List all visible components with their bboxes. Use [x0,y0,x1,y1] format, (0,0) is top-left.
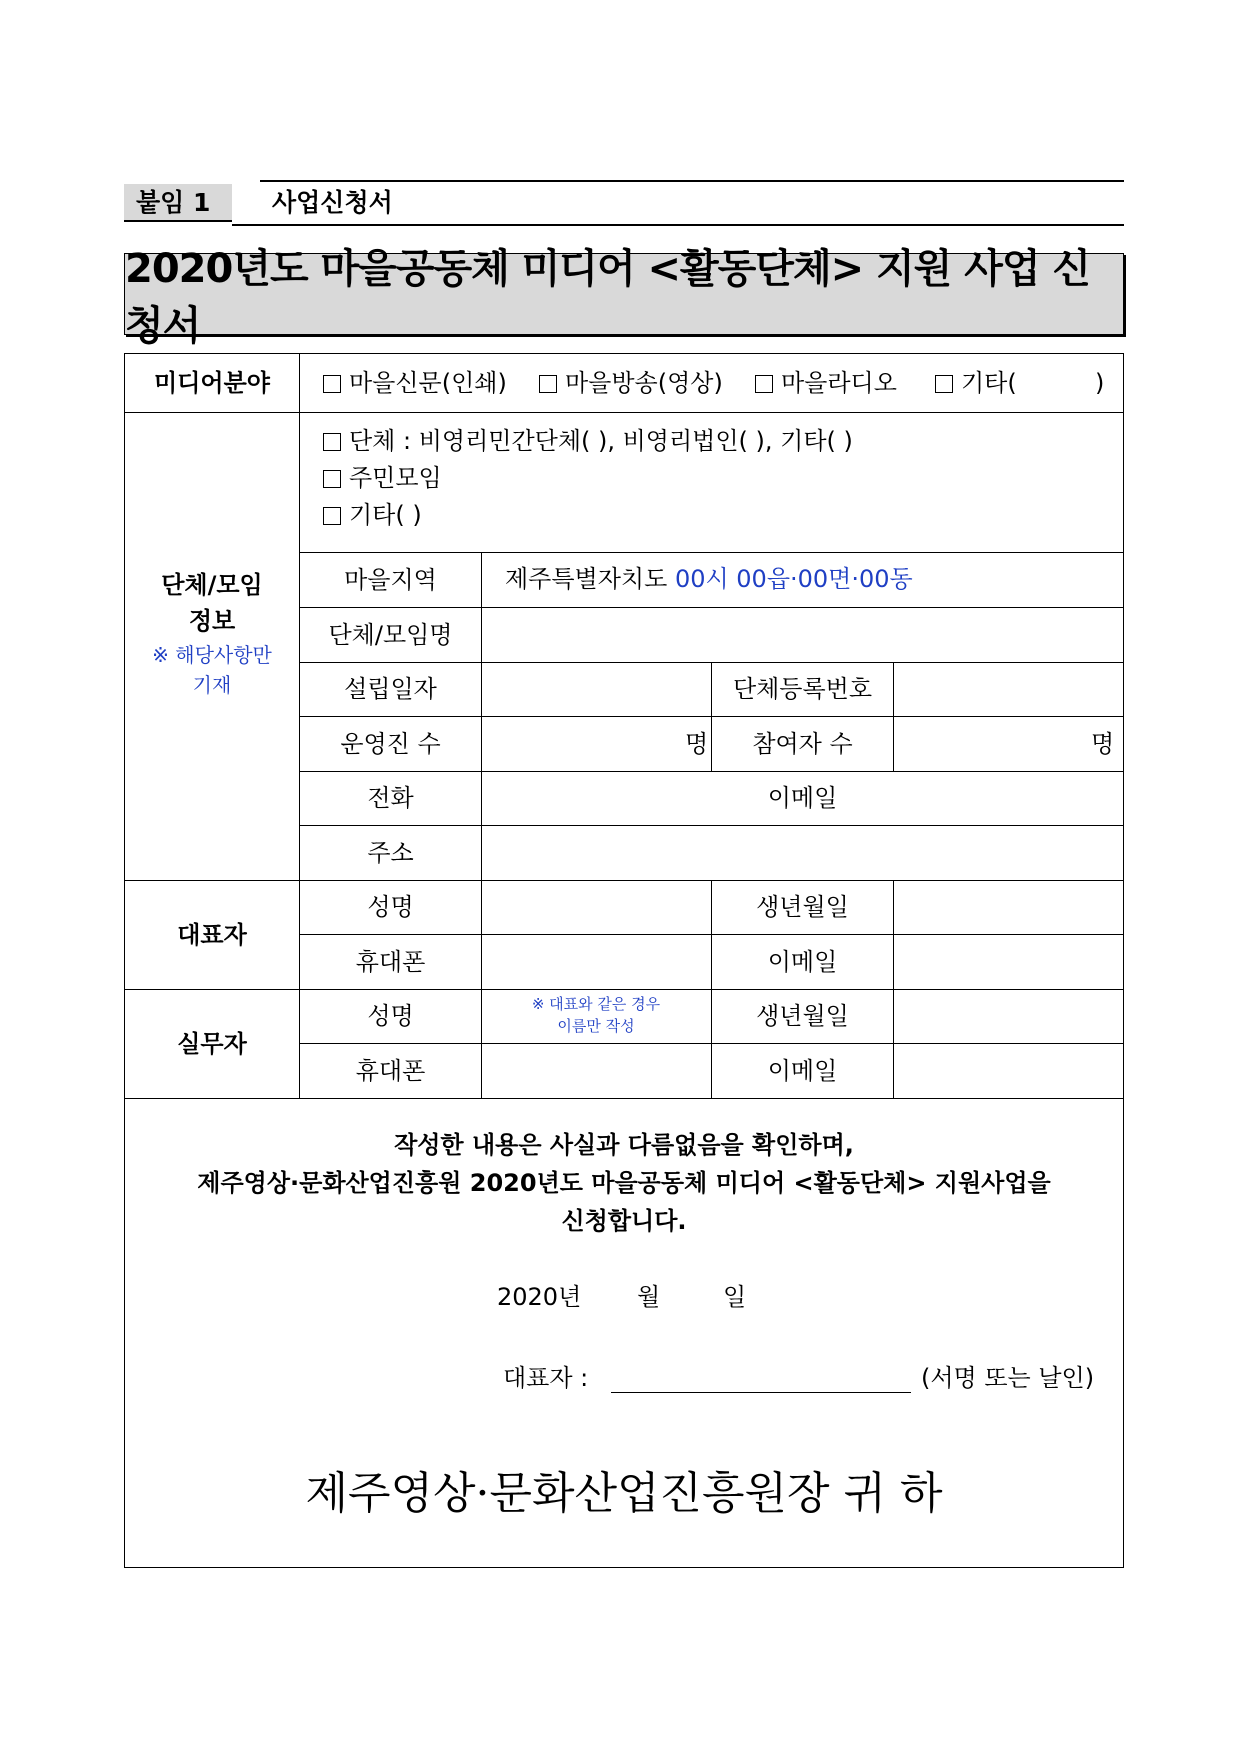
group-note-line2: 기재 [192,673,232,697]
addressee: 제주영상·문화산업진흥원장 귀 하 [305,1468,943,1519]
checkbox-icon [323,507,341,525]
checkbox-icon [935,375,953,393]
representative-label: 대표자 [177,920,247,949]
group-type-other[interactable] [323,500,422,530]
founded-label: 설립일자 [344,675,437,703]
rep-email-label: 이메일 [767,947,838,976]
form-title: 2020년도 마을공동체 미디어 <활동단체> 지원 사업 신청서 [124,253,1124,335]
attachment-tag: 붙임 1 [124,184,232,222]
village-prefix: 제주특별자치도 [505,565,668,593]
group-name-field[interactable] [482,608,1122,662]
prac-birth-label: 생년월일 [756,1002,849,1030]
header-bottom-rule [232,224,1124,226]
row-line [125,1098,1123,1099]
media-label: 미디어분야 [154,369,270,397]
signer-label: 대표자 : [503,1364,589,1392]
group-type-label: 주민모임 [349,464,442,492]
checkbox-icon [323,375,341,393]
prac-note-line1: ※ 대표와 같은 경우 [531,995,661,1013]
media-other-close: ) [1095,369,1105,397]
checkbox-icon [323,470,341,488]
checkbox-icon [755,375,773,393]
group-type-label: 기타( ) [349,501,422,529]
group-label-line2: 정보 [188,607,236,635]
group-email-label: 이메일 [767,784,838,812]
prac-note-line2: 이름만 작성 [557,1017,635,1035]
group-type-label: 단체 : 비영리민간단체( ), 비영리법인( ), 기타( ) [349,427,853,455]
prac-mobile-label: 휴대폰 [355,1056,426,1085]
participant-count-label: 참여자 수 [752,729,853,758]
media-option-radio[interactable] [755,368,897,398]
reg-no-field[interactable] [894,663,1122,716]
rep-birth-label: 생년월일 [756,893,849,921]
signature-line[interactable] [611,1392,911,1393]
reg-no-label: 단체등록번호 [732,675,873,703]
media-option-other[interactable] [935,368,1017,398]
rep-mobile-label: 휴대폰 [355,947,426,976]
participant-count-unit[interactable]: 명 [1091,730,1115,758]
address-label: 주소 [367,838,414,867]
declaration-line3: 신청합니다. [561,1207,687,1235]
checkbox-icon [539,375,557,393]
founded-field[interactable] [482,663,711,716]
date-month: 월 [637,1283,661,1311]
application-form [124,353,1124,1568]
media-option-label: 기타( [961,369,1017,397]
village-label: 마을지역 [344,565,437,594]
declaration-line1: 작성한 내용은 사실과 다름없음을 확인하며, [394,1131,854,1159]
attachment-header [124,180,1124,226]
media-option-newspaper[interactable] [323,368,507,398]
practitioner-label: 실무자 [177,1029,247,1058]
media-option-broadcast[interactable] [539,368,723,398]
signature-hint: (서명 또는 날인) [921,1364,1095,1392]
rep-name-label: 성명 [367,893,414,921]
prac-name-label: 성명 [367,1002,414,1030]
attachment-title: 사업신청서 [272,188,393,217]
group-name-label: 단체/모임명 [328,620,453,649]
prac-email-label: 이메일 [767,1056,838,1085]
media-option-label: 마을방송(영상) [565,369,723,397]
phone-label: 전화 [367,784,414,812]
group-type-org[interactable] [323,426,853,456]
col-line [893,880,894,1098]
group-type-residents[interactable] [323,463,442,493]
village-value[interactable] [505,564,913,594]
media-option-label: 마을라디오 [781,369,897,397]
village-detail: 00시 00읍·00면·00동 [674,565,913,593]
header-top-rule [260,180,1124,182]
media-option-label: 마을신문(인쇄) [349,369,507,397]
checkbox-icon [323,433,341,451]
group-label-line1: 단체/모임 [161,571,263,599]
row-line [125,412,1123,413]
date-day: 일 [723,1283,747,1311]
staff-count-label: 운영진 수 [340,729,441,758]
declaration-line2: 제주영상·문화산업진흥원 2020년도 마을공동체 미디어 <활동단체> 지원사업을 [197,1169,1051,1197]
address-field[interactable] [482,826,1122,880]
group-note-line1: ※ 해당사항만 [152,643,272,667]
date-year: 2020년 [497,1283,582,1311]
staff-count-unit[interactable]: 명 [685,730,709,758]
